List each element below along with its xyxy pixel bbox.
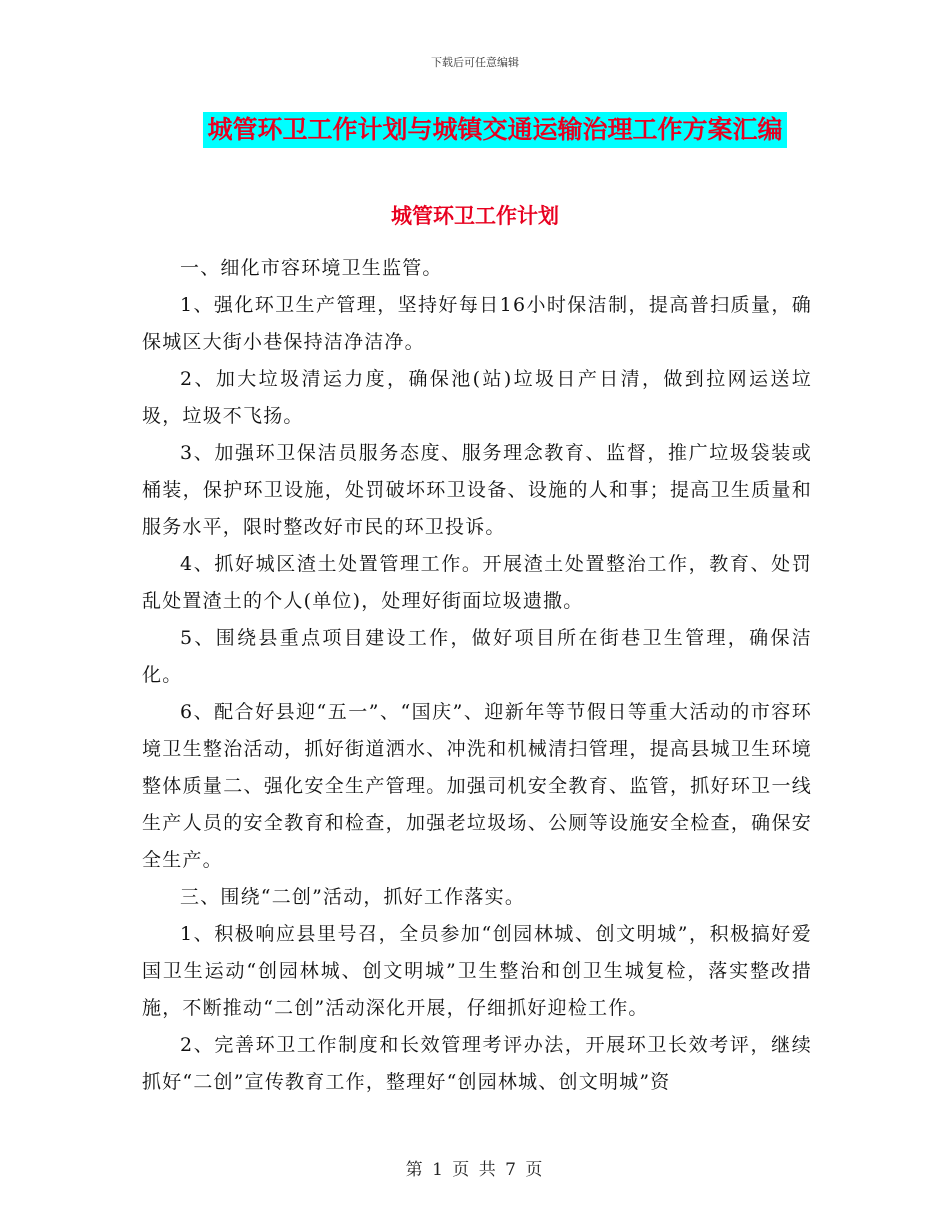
paragraph: 3、加强环卫保洁员服务态度、服务理念教育、监督，推广垃圾袋装或桶装，保护环卫设施，处罚破坏环卫设备、设施的人和事；提高卫生质量和服务水平，限时整改好市民的环卫投诉。 (142, 442, 812, 538)
section-title: 城管环卫工作计划 (391, 204, 559, 228)
paragraph: 1、积极响应县里号召，全员参加“创园林城、创文明城”，积极搞好爱国卫生运动“创园林城、创文明城”卫生整治和创卫生城复检，落实整改措施，不断推动“二创”活动深化开展，仔细抓好迎检工作。 (142, 923, 812, 1019)
header-note: 下载后可任意编辑 (431, 56, 519, 69)
paragraph: 1、强化环卫生产管理，坚持好每日16小时保洁制，提高普扫质量，确保城区大街小巷保持洁净洁净。 (142, 294, 812, 353)
paragraph: 5、围绕县重点项目建设工作，做好项目所在街巷卫生管理，确保洁化。 (142, 627, 812, 686)
document-body (142, 250, 812, 1101)
paragraph: 4、抓好城区渣土处置管理工作。开展渣土处置整治工作，教育、处罚乱处置渣土的个人(单位)，处理好街面垃圾遗撒。 (142, 553, 812, 612)
paragraph: 一、细化市容环境卫生监管。 (180, 257, 443, 279)
paragraph: 2、加大垃圾清运力度，确保池(站)垃圾日产日清，做到拉网运送垃圾，垃圾不飞扬。 (142, 368, 812, 427)
paragraph: 三、围绕“二创”活动，抓好工作落实。 (180, 886, 526, 908)
paragraph: 6、配合好县迎“五一”、“国庆”、迎新年等节假日等重大活动的市容环境卫生整治活动，抓好街道洒水、冲洗和机械清扫管理，提高县城卫生环境整体质量二、强化安全生产管理。加强司机安全教育、监管，抓好环卫一线生产人员的安全教育和检查，加强老垃圾场、公厕等设施安全检查，确保安全生产。 (142, 701, 812, 871)
page-number-footer: 第 1 页 共 7 页 (405, 1160, 545, 1180)
document-title: 城管环卫工作计划与城镇交通运输治理工作方案汇编 (203, 112, 786, 148)
paragraph: 2、完善环卫工作制度和长效管理考评办法，开展环卫长效考评，继续抓好“二创”宣传教育工作，整理好“创园林城、创文明城”资 (142, 1034, 812, 1093)
document-title-container (0, 112, 950, 148)
